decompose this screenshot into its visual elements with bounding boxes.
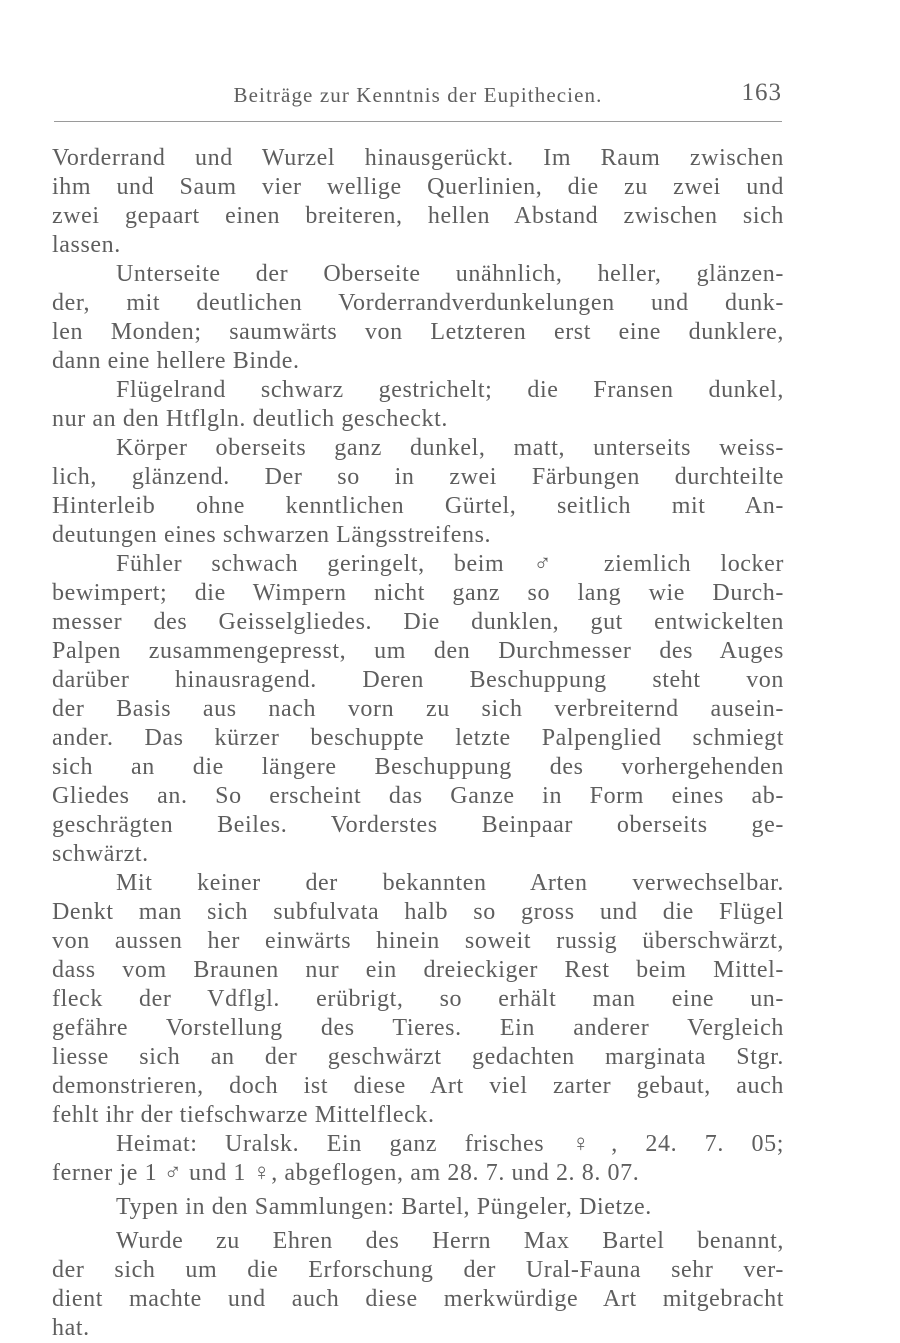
paragraph — [52, 260, 784, 376]
text-line: geschrägten Beiles. Vorderstes Beinpaar oberseits ge- — [52, 812, 784, 838]
text-line: demonstrieren, doch ist diese Art viel zarter gebaut, auch — [52, 1073, 784, 1099]
text-line: Heimat: Uralsk. Ein ganz frisches ♀, 24. 7. 05; — [116, 1131, 784, 1157]
text-line: Fühler schwach geringelt, beim ♂ ziemlich locker — [116, 551, 784, 577]
text-line: Palpen zusammengepresst, um den Durchmesser des Auges — [52, 638, 784, 664]
text-line: von aussen her einwärts hinein soweit russig überschwärzt, — [52, 928, 784, 954]
text-line: Gliedes an. So erscheint das Ganze in Form eines ab- — [52, 783, 784, 809]
text-line: Flügelrand schwarz gestrichelt; die Fransen dunkel, — [116, 377, 784, 403]
text-line: schwärzt. — [52, 841, 149, 867]
text-line: Wurde zu Ehren des Herrn Max Bartel benannt, — [116, 1228, 784, 1254]
text-line: Denkt man sich subfulvata halb so gross und die Flügel — [52, 899, 784, 925]
header-rule — [54, 121, 782, 122]
text-line: dann eine hellere Binde. — [52, 348, 300, 374]
paragraph — [52, 376, 784, 434]
text-line: der sich um die Erforschung der Ural-Fauna sehr ver- — [52, 1257, 784, 1283]
text-line: ander. Das kürzer beschuppte letzte Palpenglied schmiegt — [52, 725, 784, 751]
text-line: bewimpert; die Wimpern nicht ganz so lang wie Durch- — [52, 580, 784, 606]
text-line: lassen. — [52, 232, 121, 258]
text-line: lich, glänzend. Der so in zwei Färbungen durchteilte — [52, 464, 784, 490]
text-line: Mit keiner der bekannten Arten verwechselbar. — [116, 870, 784, 896]
text-line: Vorderrand und Wurzel hinausgerückt. Im Raum zwischen — [52, 145, 784, 171]
text-line: deutungen eines schwarzen Längsstreifens. — [52, 522, 492, 548]
text-line: dient machte und auch diese merkwürdige Art mitgebracht — [52, 1286, 784, 1312]
text-line: Typen in den Sammlungen: Bartel, Püngeler, Dietze. — [116, 1194, 652, 1220]
paragraph — [52, 869, 784, 1130]
text-line: darüber hinausragend. Deren Beschuppung steht von — [52, 667, 784, 693]
text-line: zwei gepaart einen breiteren, hellen Abstand zwischen sich — [52, 203, 784, 229]
text-line: fleck der Vdflgl. erübrigt, so erhält man eine un- — [52, 986, 784, 1012]
paragraph — [52, 434, 784, 550]
paragraph — [52, 1130, 784, 1188]
text-line: Hinterleib ohne kenntlichen Gürtel, seitlich mit An- — [52, 493, 784, 519]
running-head — [54, 80, 782, 114]
text-line: Unterseite der Oberseite unähnlich, heller, glänzen- — [116, 261, 784, 287]
text-line: gefähre Vorstellung des Tieres. Ein anderer Vergleich — [52, 1015, 784, 1041]
text-line: nur an den Htflgln. deutlich gescheckt. — [52, 406, 448, 432]
text-line: hat. — [52, 1315, 90, 1341]
paragraph — [52, 1193, 784, 1222]
page-number: 163 — [741, 79, 782, 106]
text-line: Körper oberseits ganz dunkel, matt, unterseits weiss- — [116, 435, 784, 461]
paragraph — [52, 144, 784, 260]
paragraph — [52, 1227, 784, 1343]
text-line: der, mit deutlichen Vorderrandverdunkelungen und dunk- — [52, 290, 784, 316]
running-title: Beiträge zur Kenntnis der Eupithecien. — [233, 83, 603, 107]
text-line: len Monden; saumwärts von Letzteren erst eine dunklere, — [52, 319, 784, 345]
paragraph — [52, 550, 784, 869]
text-line: der Basis aus nach vorn zu sich verbreiternd ausein- — [52, 696, 784, 722]
text-line: ferner je 1 ♂ und 1 ♀, abgeflogen, am 28. 7. und 2. 8. 07. — [52, 1160, 640, 1186]
text-line: sich an die längere Beschuppung des vorhergehenden — [52, 754, 784, 780]
text-line: liesse sich an der geschwärzt gedachten marginata Stgr. — [52, 1044, 784, 1070]
text-line: messer des Geisselgliedes. Die dunklen, gut entwickelten — [52, 609, 784, 635]
body-text — [52, 144, 784, 1343]
text-line: fehlt ihr der tiefschwarze Mittelfleck. — [52, 1102, 435, 1128]
text-line: ihm und Saum vier wellige Querlinien, die zu zwei und — [52, 174, 784, 200]
text-line: dass vom Braunen nur ein dreieckiger Rest beim Mittel- — [52, 957, 784, 983]
